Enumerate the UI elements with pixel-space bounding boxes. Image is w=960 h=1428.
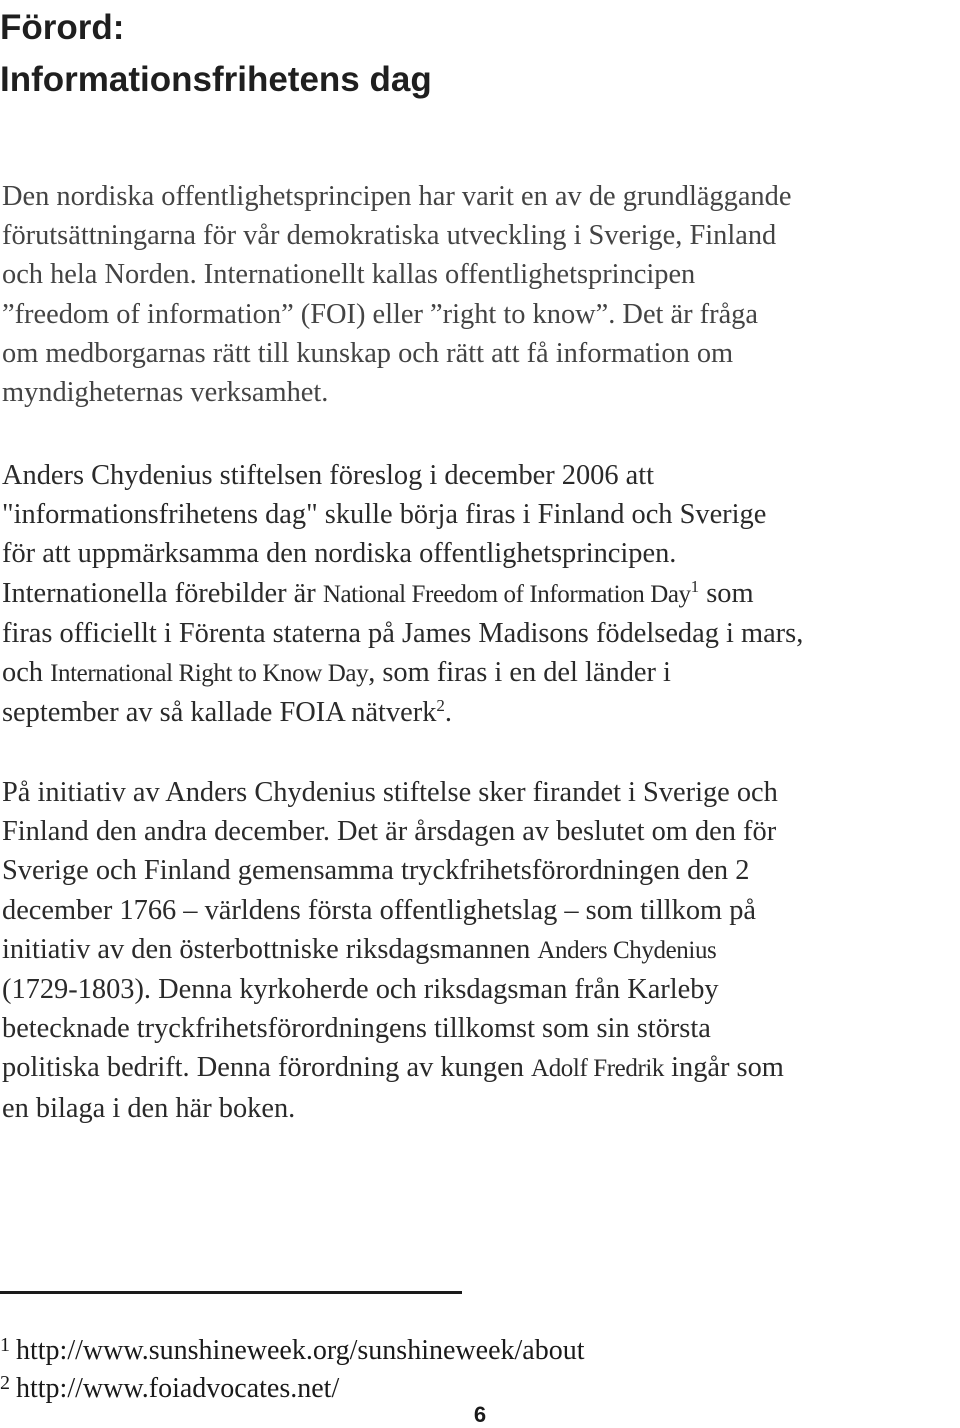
text-line: december 1766 – världens första offentlighetslag – som tillkom på — [2, 894, 757, 926]
footnote-1 — [0, 1327, 584, 1369]
footnote-separator — [0, 1291, 462, 1294]
text-line: förutsättningarna för vår demokratiska utveckling i Sverige, Finland — [2, 220, 777, 252]
text-line — [2, 693, 958, 732]
page-title — [0, 2, 432, 106]
text-line: betecknade tryckfrihetsförordningens tillkomst som sin största — [2, 1013, 711, 1045]
text-line: en bilaga i den här boken. — [2, 1092, 296, 1124]
text-line: och hela Norden. Internationellt kallas offentlighetsprincipen — [2, 259, 696, 291]
text-line — [2, 1048, 958, 1088]
text-run: politiska bedrift. Denna förordning av kungen — [2, 1052, 532, 1084]
title-line-2: Informationsfrihetens dag — [0, 60, 432, 99]
text-run: september av så kallade FOIA nätverk — [2, 697, 437, 729]
page-number: 6 — [473, 1402, 487, 1427]
text-line: På initiativ av Anders Chydenius stiftelse sker firandet i Sverige och — [2, 777, 778, 808]
text-run: Internationella förebilder är — [2, 577, 323, 609]
text-line: ”freedom of information” (FOI) eller ”right to know”. Det är fråga — [2, 298, 758, 330]
text-line: om medborgarnas rätt till kunskap och rätt att få information om — [2, 337, 734, 369]
text-line: (1729-1803). Denna kyrkoherde och riksdagsman från Karleby — [2, 974, 719, 1006]
paragraph-proposal — [2, 456, 958, 732]
footnote-number: 1 — [0, 1334, 10, 1356]
text-run: som — [699, 577, 754, 609]
text-line: Sverige och Finland gemensamma tryckfrihetsförordningen den 2 — [2, 855, 750, 887]
text-line: myndigheternas verksamhet. — [2, 377, 329, 409]
footnote-2 — [0, 1365, 339, 1407]
text-line: "informationsfrihetens dag" skulle börja firas i Finland och Sverige — [2, 499, 767, 531]
text-run: , som firas i en del länder i — [368, 657, 671, 689]
footnote-ref: 1 — [690, 576, 700, 596]
person-name: Anders Chydenius — [537, 936, 717, 964]
text-run: och — [2, 657, 51, 689]
text-line: Finland den andra december. Det är årsdagen av beslutet om den för — [2, 816, 777, 848]
footnote-url[interactable]: http://www.sunshineweek.org/sunshineweek/about — [16, 1335, 585, 1366]
text-line: firas officiellt i Förenta staterna på James Madisons födelsedag i mars, — [2, 617, 804, 649]
paragraph-celebration — [2, 773, 958, 1128]
text-run: . — [444, 697, 452, 729]
footnote-ref: 2 — [436, 696, 445, 716]
event-name: National Freedom of Information Day — [322, 580, 691, 608]
event-name: International Right to Know Day — [50, 660, 369, 688]
text-line — [2, 574, 958, 614]
footnote-url[interactable]: http://www.foiadvocates.net/ — [16, 1373, 340, 1404]
paragraph-intro — [2, 177, 958, 412]
text-line: Anders Chydenius stiftelsen föreslog i december 2006 att — [2, 460, 655, 491]
text-line — [2, 930, 958, 970]
text-run: initiativ av den österbottniske riksdagsmannen — [2, 933, 538, 965]
title-line-1: Förord: — [0, 8, 125, 47]
text-line — [2, 653, 958, 693]
person-name: Adolf Fredrik — [531, 1055, 665, 1083]
text-run: ingår som — [664, 1052, 784, 1084]
text-line: Den nordiska offentlighetsprincipen har varit en av de grundläggande — [2, 181, 792, 212]
footnote-number: 2 — [0, 1372, 10, 1394]
text-line: för att uppmärksamma den nordiska offentlighetsprincipen. — [2, 538, 677, 570]
